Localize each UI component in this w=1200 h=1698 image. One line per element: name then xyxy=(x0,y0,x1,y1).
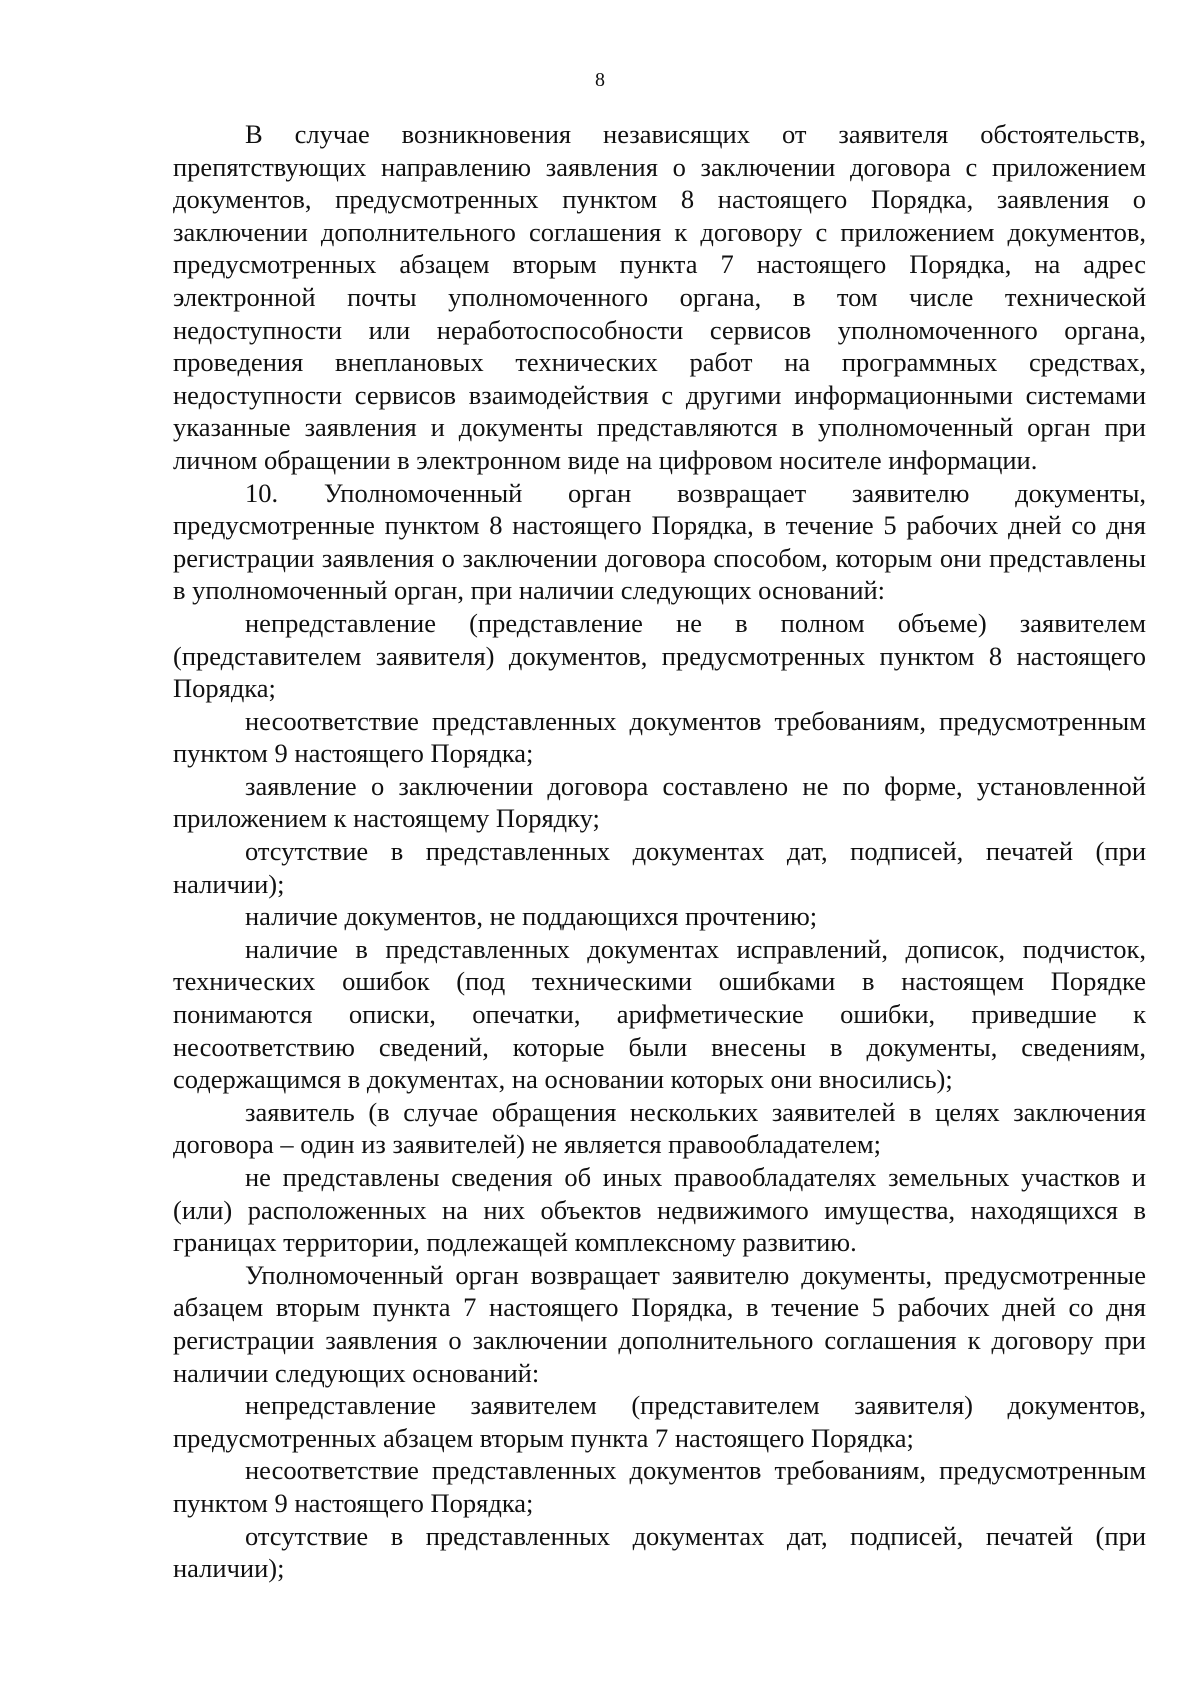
list-item: заявление о заключении договора составлено не по форме, установленной приложением к настоящему Порядку; xyxy=(173,770,1146,834)
list-item: наличие документов, не поддающихся прочтению; xyxy=(245,901,818,932)
paragraph-supplementary-return: Уполномоченный орган возвращает заявителю документы, предусмотренные абзацем вторым пункта 7 настоящего Порядка, в течение 5 рабочих дней со дня регистрации заявления о заключении дополнительного соглашения к договору при наличии следующих оснований: xyxy=(173,1259,1146,1388)
list-item: отсутствие в представленных документах дат, подписей, печатей (при наличии); xyxy=(173,836,1146,899)
list-item: заявитель (в случае обращения нескольких заявителей в целях заключения договора – один из заявителей) не является правообладателем; xyxy=(173,1096,1146,1160)
list-item: непредставление заявителем (представителем заявителя) документов, предусмотренных абзацем вторым пункта 7 настоящего Порядка; xyxy=(173,1390,1146,1453)
paragraph-clause-10: 10. Уполномоченный орган возвращает заявителю документы, предусмотренные пунктом 8 настоящего Порядка, в течение 5 рабочих дней со дня регистрации заявления о заключении договора способом, которым они представлены в уполномоченный орган, при наличии следующих оснований: xyxy=(173,477,1146,606)
list-item: несоответствие представленных документов требованиям, предусмотренным пунктом 9 настоящего Порядка; xyxy=(173,705,1146,769)
list-item: несоответствие представленных документов требованиям, предусмотренным пунктом 9 настоящего Порядка; xyxy=(173,1455,1146,1518)
document-body xyxy=(173,118,1146,1585)
list-item: отсутствие в представленных документах дат, подписей, печатей (при наличии); xyxy=(173,1520,1146,1584)
list-item: непредставление (представление не в полном объеме) заявителем (представителем заявителя) документов, предусмотренных пунктом 8 настоящего Порядка; xyxy=(173,607,1146,704)
page-number: 8 xyxy=(595,69,605,91)
paragraph-force-majeure: В случае возникновения независящих от заявителя обстоятельств, препятствующих направлению заявления о заключении договора с приложением документов, предусмотренных пунктом 8 настоящего Порядка, заявления о заключении дополнительного соглашения к договору с приложением документов, предусмотренных абзацем вторым пункта 7 настоящего Порядка, на адрес электронной почты уполномоченного органа, в том числе технической недоступности или неработоспособности сервисов уполномоченного органа, проведения внеплановых технических работ на программных средствах, недоступности сервисов взаимодействия с другими информационными системами указанные заявления и документы представляются в уполномоченный орган при личном обращении в электронном виде на цифровом носителе информации. xyxy=(173,119,1146,475)
list-item: наличие в представленных документах исправлений, дописок, подчисток, технических ошибок (под техническими ошибками в настоящем Порядке понимаются описки, опечатки, арифметические ошибки, приведшие к несоответствию сведений, которые были внесены в документы, сведениям, содержащимся в документах, на основании которых они вносились); xyxy=(173,933,1146,1095)
list-item: не представлены сведения об иных правообладателях земельных участков и (или) расположенных на них объектов недвижимого имущества, находящихся в границах территории, подлежащей комплексному развитию. xyxy=(173,1162,1146,1258)
